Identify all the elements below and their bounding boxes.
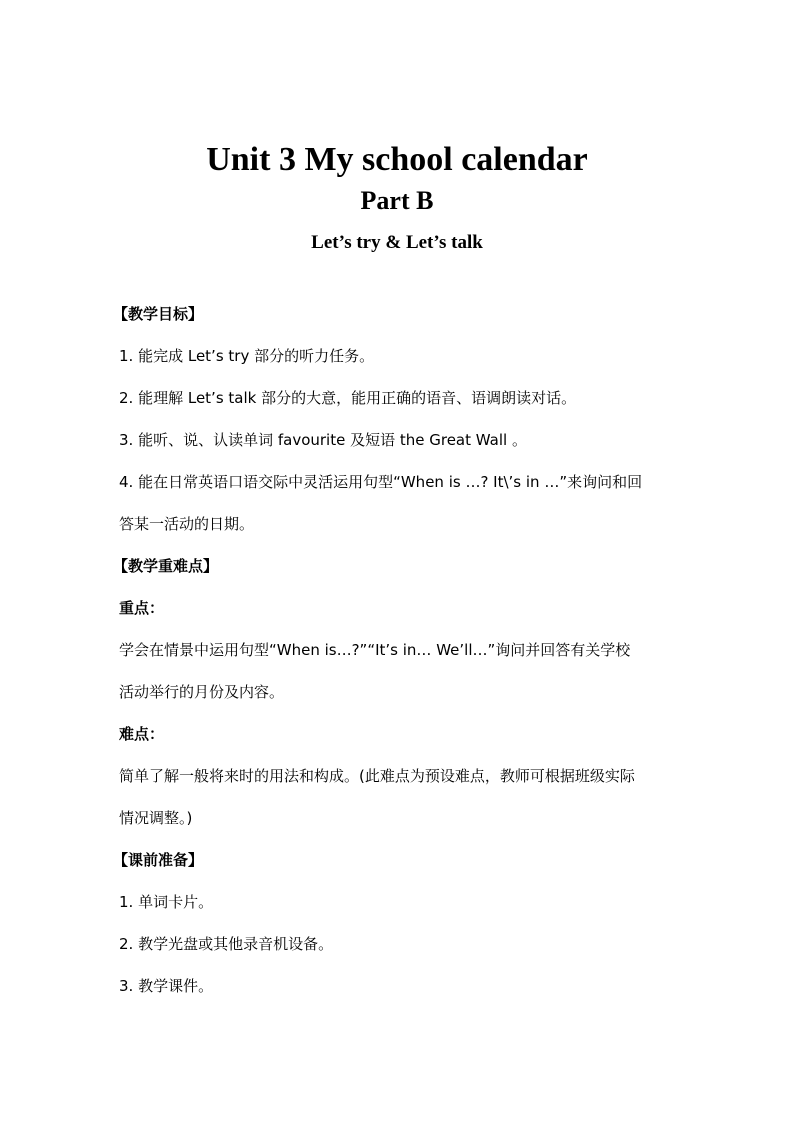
objective-item-4-cont: 答某一活动的日期。: [119, 515, 255, 533]
difficulty-line-1: 简单了解一般将来时的用法和构成。(此难点为预设难点，教师可根据班级实际: [119, 767, 635, 785]
objectives-heading: 【教学目标】: [113, 305, 204, 323]
preparation-item-1: 1. 单词卡片。: [119, 893, 214, 911]
objective-item-4: 4. 能在日常英语口语交际中灵活运用句型“When is …? It\’s in …”来询问和回: [119, 473, 643, 491]
focus-line-2: 活动举行的月份及内容。: [119, 683, 285, 701]
objective-item-2: 2. 能理解 Let’s talk 部分的大意，能用正确的语音、语调朗读对话。: [119, 389, 577, 407]
preparation-item-3: 3. 教学课件。: [119, 977, 214, 995]
difficulty-line-2: 情况调整。): [119, 809, 193, 827]
focus-label: 重点：: [119, 599, 165, 617]
objective-item-3: 3. 能听、说、认读单词 favourite 及短语 the Great Wall 。: [119, 431, 527, 449]
focus-line-1: 学会在情景中运用句型“When is…?”“It’s in… We’ll…”询问并回答有关学校: [119, 641, 631, 659]
difficulty-label: 难点：: [119, 725, 165, 743]
lesson-subtitle: Let’s try & Let’s talk: [311, 232, 483, 253]
unit-title: Unit 3 My school calendar: [206, 141, 588, 178]
preparation-heading: 【课前准备】: [113, 851, 204, 869]
objective-item-1: 1. 能完成 Let’s try 部分的听力任务。: [119, 347, 375, 365]
part-title: Part B: [360, 186, 434, 215]
preparation-item-2: 2. 教学光盘或其他录音机设备。: [119, 935, 334, 953]
key-points-heading: 【教学重难点】: [113, 557, 219, 575]
